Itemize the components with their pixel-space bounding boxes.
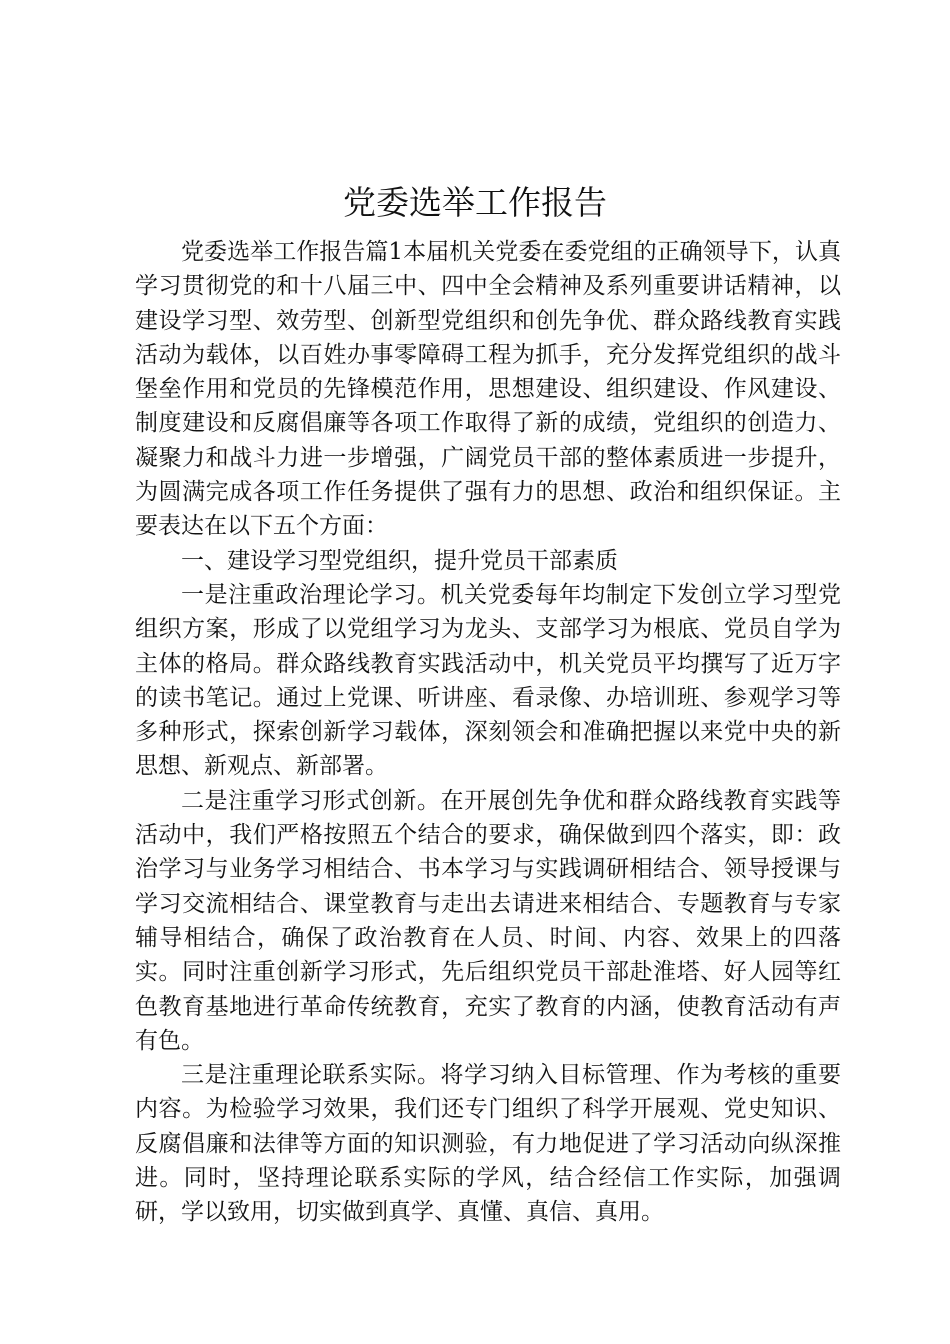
paragraph-point-one: 一是注重政治理论学习。机关党委每年均制定下发创立学习型党组织方案，形成了以党组学习为龙头、支部学习为根底、党员自学为主体的格局。群众路线教育实践活动中，机关党员平均撰写了近万字的读书笔记。通过上党课、听讲座、看录像、办培训班、参观学习等多种形式，探索创新学习载体，深刻领会和准确把握以来党中央的新思想、新观点、新部署。 bbox=[135, 581, 841, 780]
paragraph-intro: 党委选举工作报告篇1本届机关党委在委党组的正确领导下，认真学习贯彻党的和十八届三中、四中全会精神及系列重要讲话精神，以建设学习型、效劳型、创新型党组织和创先争优、群众路线教育实践活动为载体，以百姓办事零障碍工程为抓手，充分发挥党组织的战斗堡垒作用和党员的先锋模范作用，思想建设、组织建设、作风建设、制度建设和反腐倡廉等各项工作取得了新的成绩，党组织的创造力、凝聚力和战斗力进一步增强，广阔党员干部的整体素质进一步提升，为圆满完成各项工作任务提供了强有力的思想、政治和组织保证。主要表达在以下五个方面： bbox=[135, 239, 841, 540]
document-body bbox=[135, 235, 841, 1230]
document-title: 党委选举工作报告 bbox=[343, 183, 607, 222]
section-heading: 一、建设学习型党组织，提升党员干部素质 bbox=[181, 547, 618, 574]
paragraph-point-three: 三是注重理论联系实际。将学习纳入目标管理、作为考核的重要内容。为检验学习效果，我们还专门组织了科学开展观、党史知识、反腐倡廉和法律等方面的知识测验，有力地促进了学习活动向纵深推进。同时，坚持理论联系实际的学风，结合经信工作实际，加强调研，学以致用，切实做到真学、真懂、真信、真用。 bbox=[135, 1062, 841, 1226]
paragraph-point-two: 二是注重学习形式创新。在开展创先争优和群众路线教育实践等活动中，我们严格按照五个结合的要求，确保做到四个落实，即：政治学习与业务学习相结合、书本学习与实践调研相结合、领导授课与学习交流相结合、课堂教育与走出去请进来相结合、专题教育与专家辅导相结合，确保了政治教育在人员、时间、内容、效果上的四落实。同时注重创新学习形式，先后组织党员干部赴淮塔、好人园等红色教育基地进行革命传统教育，充实了教育的内涵，使教育活动有声有色。 bbox=[135, 787, 841, 1054]
